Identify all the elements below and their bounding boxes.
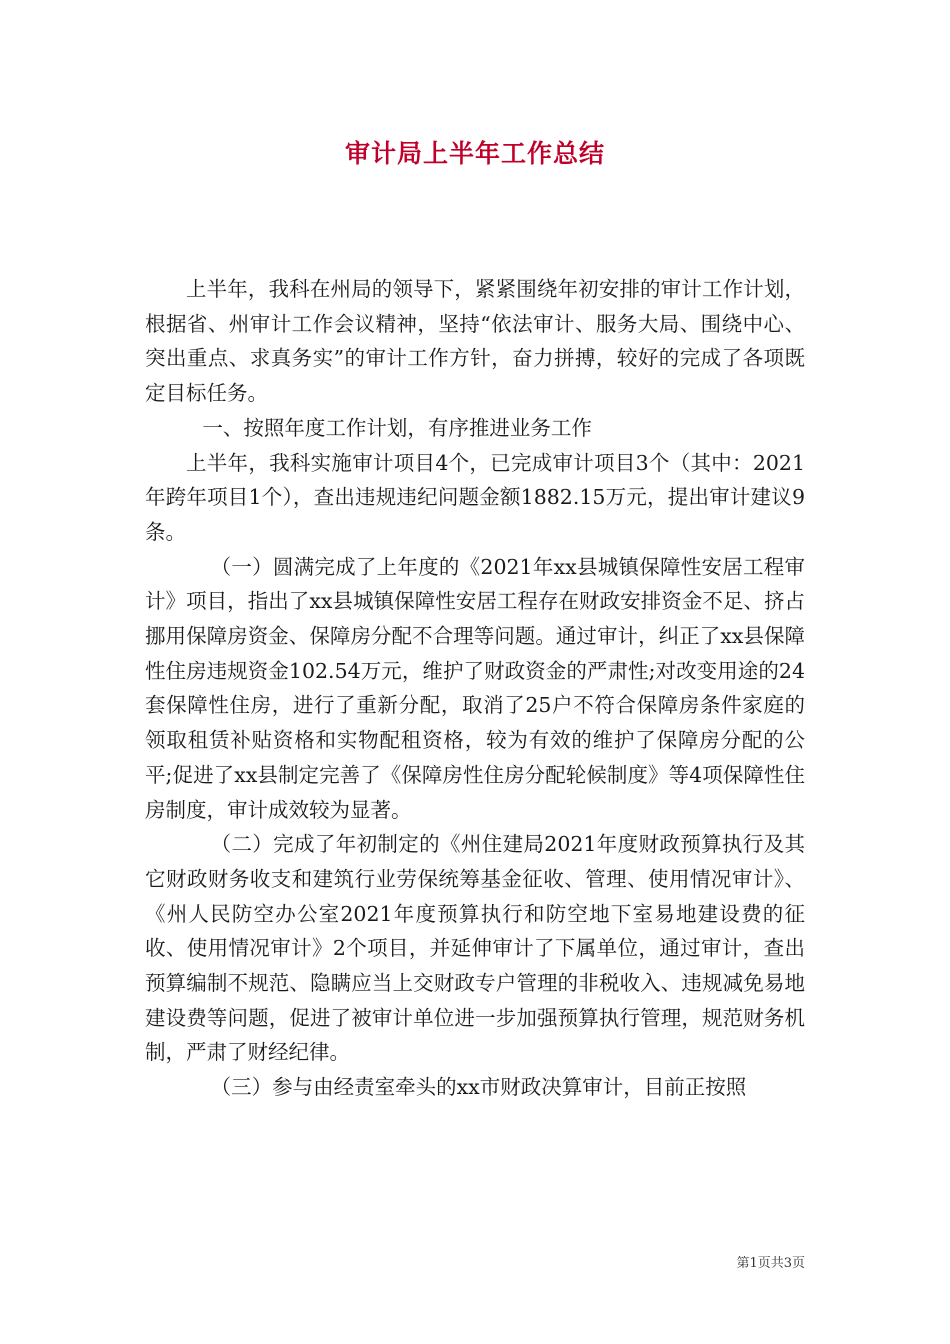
- page-number: 第1页共3页: [736, 1256, 805, 1271]
- paragraph-summary: 上半年，我科实施审计项目4个，已完成审计项目3个（其中：2021年跨年项目1个），查出违规违纪问题金额1882.15万元，提出审计建议9条。: [145, 450, 805, 544]
- paragraph-item-3: （三）参与由经责室牵头的xx市财政决算审计，目前正按照: [210, 1075, 747, 1100]
- document-title: 审计局上半年工作总结: [344, 139, 605, 168]
- paragraph-item-1: （一）圆满完成了上年度的《2021年xx县城镇保障性安居工程审计》项目，指出了xx县城镇保障性安居工程存在财政安排资金不足、挤占挪用保障房资金、保障房分配不合理等问题。通过审计，纠正了xx县保障性住房违规资金102.54万元，维护了财政资金的严肃性;对改变用途的24套保障性住房，进行了重新分配，取消了25户不符合保障房条件家庭的领取租赁补贴资格和实物配租资格，较为有效的维护了保障房分配的公平;促进了xx县制定完善了《保障房性住房分配轮候制度》等4项保障性住房制度，审计成效较为显著。: [145, 554, 805, 822]
- paragraph-item-2: （二）完成了年初制定的《州住建局2021年度财政预算执行及其它财政财务收支和建筑行业劳保统筹基金征收、管理、使用情况审计》、《州人民防空办公室2021年度预算执行和防空地下室易地建设费的征收、使用情况审计》2个项目，并延伸审计了下属单位，通过审计，查出预算编制不规范、隐瞒应当上交财政专户管理的非税收入、违规减免易地建设费等问题，促进了被审计单位进一步加强预算执行管理，规范财务机制，严肃了财经纪律。: [145, 832, 805, 1065]
- paragraph-intro: 上半年，我科在州局的领导下，紧紧围绕年初安排的审计工作计划，根据省、州审计工作会议精神，坚持“依法审计、服务大局、围绕中心、突出重点、求真务实”的审计工作方针，奋力拼搏，较好的完成了各项既定目标任务。: [145, 277, 805, 406]
- section-heading-1: 一、按照年度工作计划，有序推进业务工作: [202, 415, 592, 440]
- document-body: [145, 272, 805, 1105]
